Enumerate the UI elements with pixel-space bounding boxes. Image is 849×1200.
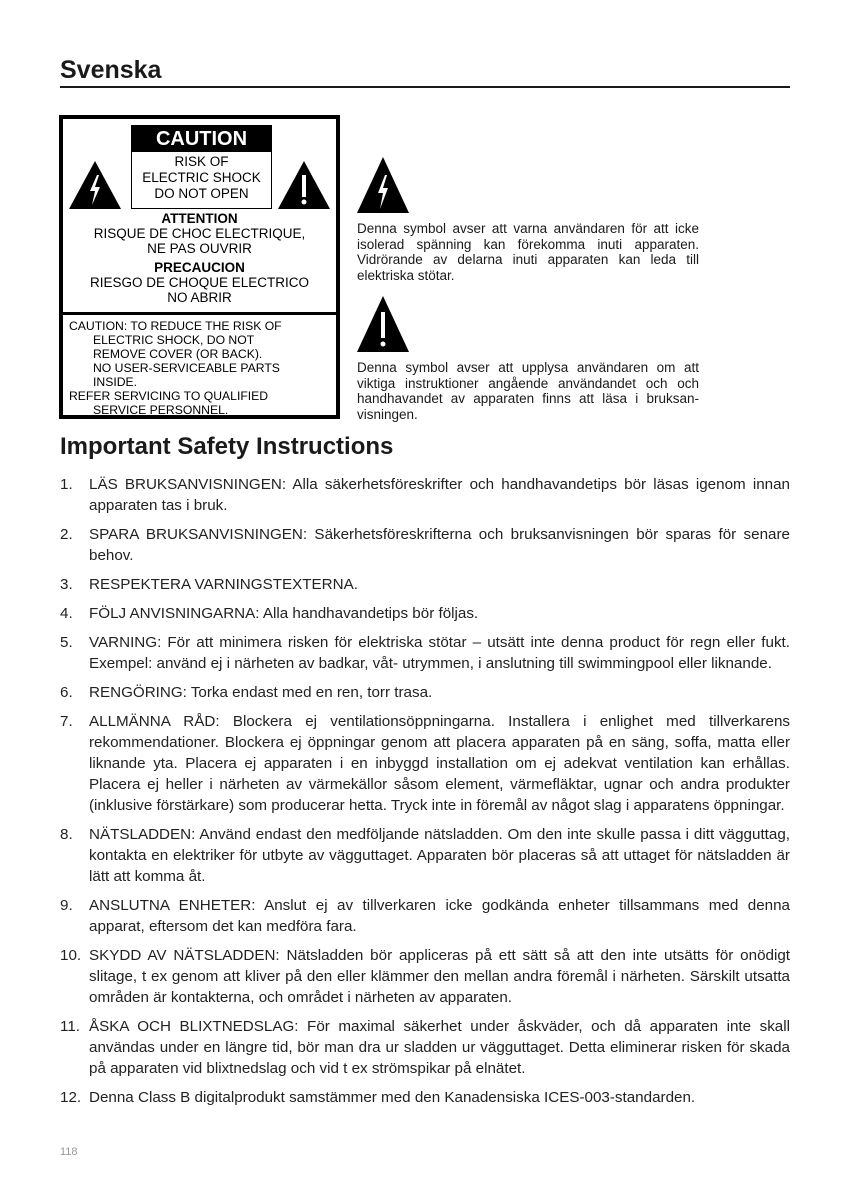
list-item xyxy=(60,711,790,816)
caution-line: ELECTRIC SHOCK xyxy=(142,170,261,185)
list-item xyxy=(60,1087,790,1108)
item-text: RENGÖRING: Torka endast med en ren, torr trasa. xyxy=(89,684,433,701)
precaucion-line: RIESGO DE CHOQUE ELECTRICO xyxy=(89,275,310,290)
item-text: LÄS BRUKSANVISNINGEN: Alla säkerhetsföreskrifter och handhavandetips bör läsas igenom innan apparaten tas i bruk. xyxy=(89,476,790,514)
exclamation-triangle-icon xyxy=(357,296,409,352)
list-item xyxy=(60,603,790,624)
item-text: SPARA BRUKSANVISNINGEN: Säkerhetsföreskrifterna och bruksanvisningen bör sparas för senare behov. xyxy=(89,526,790,564)
item-number: 2. xyxy=(60,526,73,543)
list-item xyxy=(60,824,790,887)
warning-line: NO USER-SERVICEABLE PARTS xyxy=(93,361,280,375)
item-number: 10. xyxy=(60,947,82,964)
item-text: ANSLUTNA ENHETER: Anslut ej av tillverkaren icke godkända enheter tillsammans med denna apparat, eftersom det kan medföra fara. xyxy=(89,897,790,935)
item-text: VARNING: För att minimera risken för elektriska stötar – utsätt inte denna product för regn eller fukt. Exempel: använd ej i närheten av badkar, våt- utrymmen, i anslutning till swimmingpool eller liknande. xyxy=(89,634,790,672)
precaucion-line: NO ABRIR xyxy=(167,290,232,305)
list-item xyxy=(60,1016,790,1079)
item-number: 12. xyxy=(60,1089,82,1106)
lightning-triangle-icon xyxy=(357,157,409,213)
warning-line: CAUTION: TO REDUCE THE RISK OF xyxy=(69,319,282,333)
lightning-triangle-icon xyxy=(69,161,121,209)
item-number: 6. xyxy=(60,684,73,701)
warning-line: REMOVE COVER (OR BACK). xyxy=(93,347,263,361)
list-item xyxy=(60,524,790,566)
list-item xyxy=(60,945,790,1008)
item-text: FÖLJ ANVISNINGARNA: Alla handhavandetips bör följas. xyxy=(89,605,479,622)
list-item xyxy=(60,895,790,937)
attention-title: ATTENTION xyxy=(161,211,238,226)
caution-line: DO NOT OPEN xyxy=(154,186,249,201)
item-number: 9. xyxy=(60,897,73,914)
item-text: NÄTSLADDEN: Använd endast den medföljande nätsladden. Om den inte skulle passa i ditt vägguttag, kontakta en elektriker för utbyte av vägguttaget. Apparaten bör placeras så att uttaget för nätsladden är lätt att komma åt. xyxy=(89,826,790,885)
caution-warning xyxy=(63,315,336,417)
exclamation-symbol-description: Denna symbol avser att upplysa användaren om att viktiga instruktioner angående användandet och och handhavandet av apparaten finns att läsa i bruksanvisningen. xyxy=(357,360,699,422)
list-item xyxy=(60,574,790,595)
precaucion-title: PRECAUCION xyxy=(154,260,245,275)
item-text: Denna Class B digitalprodukt samstämmer med den Kanadensiska ICES-003-standarden. xyxy=(89,1089,696,1106)
warning-line: SERVICE PERSONNEL. xyxy=(93,403,229,417)
section-title: Important Safety Instructions xyxy=(60,433,394,460)
item-number: 11. xyxy=(60,1018,80,1035)
item-number: 5. xyxy=(60,634,73,651)
item-text: SKYDD AV NÄTSLADDEN: Nätsladden bör appliceras på ett sätt så att den inte utsätts för onödigt slitage, t ex genom att kliver på den eller klämmer den mellan andra föremål i närheten. Särskilt utsatta områden är kontakterna, och området i närheten av apparaten. xyxy=(89,947,790,1006)
item-text: RESPEKTERA VARNINGSTEXTERNA. xyxy=(89,576,358,593)
list-item xyxy=(60,474,790,516)
item-text: ÅSKA OCH BLIXTNEDSLAG: För maximal säkerhet under åskväder, och då apparaten inte skall användas under en längre tid, bör man dra ur sladden ur vägguttaget. Detta eliminerar risken för skada på apparaten vid blixtnedslag och vid t ex strömspikar på elnätet. xyxy=(89,1018,790,1077)
heading-rule xyxy=(60,86,790,88)
item-number: 3. xyxy=(60,576,73,593)
caution-label xyxy=(59,115,340,419)
warning-line: INSIDE. xyxy=(93,375,138,389)
caution-line: RISK OF xyxy=(174,154,229,169)
page-heading: Svenska xyxy=(60,56,162,84)
warning-line: ELECTRIC SHOCK, DO NOT xyxy=(93,333,255,347)
item-number: 8. xyxy=(60,826,73,843)
item-number: 4. xyxy=(60,605,73,622)
warning-line: REFER SERVICING TO QUALIFIED xyxy=(69,389,269,403)
item-text: ALLMÄNNA RÅD: Blockera ej ventilationsöppningarna. Installera i enlighet med tillverkarens rekommendationer. Blockera ej öppningar genom att placera apparaten på en säng, soffa, matta eller liknande yta. Placera ej apparaten i en inbyggd installation om ej adekvat ventilation kan erhållas. Placera ej heller i närheten av värmekällor såsom element, värmefläktar, ugnar och andra produkter (inklusive förstärkare) som producerar hetta. Tryck inte in föremål av något slag i apparatens öppningar. xyxy=(89,713,790,814)
exclamation-triangle-icon xyxy=(278,161,330,209)
caution-title: CAUTION xyxy=(132,126,271,152)
safety-instructions-list xyxy=(60,474,790,1116)
item-number: 7. xyxy=(60,713,73,730)
attention-line: NE PAS OUVRIR xyxy=(147,241,252,256)
caution-panel xyxy=(131,125,272,209)
lightning-symbol-description: Denna symbol avser att varna användaren för att icke isolerad spänning kan förekomma inuti apparaten. Vidrörande av delarna inuti apparaten kan leda till elektriska stötar. xyxy=(357,221,699,283)
list-item xyxy=(60,632,790,674)
list-item xyxy=(60,682,790,703)
attention-line: RISQUE DE CHOC ELECTRIQUE, xyxy=(93,226,306,241)
item-number: 1. xyxy=(60,476,73,493)
page-number: 118 xyxy=(60,1146,78,1158)
